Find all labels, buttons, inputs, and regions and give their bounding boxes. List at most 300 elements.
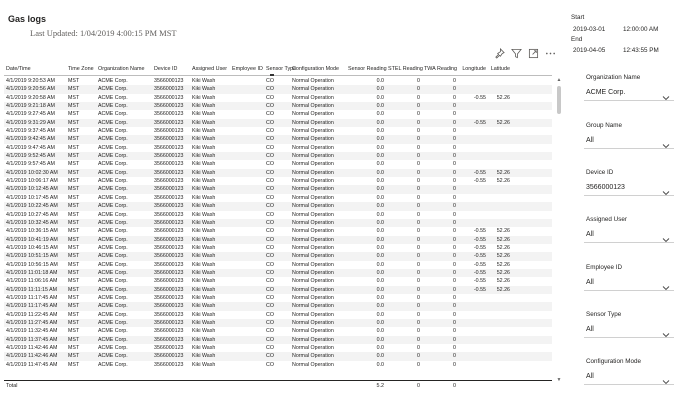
cell-employee <box>230 152 264 160</box>
column-header-reading[interactable]: Sensor Reading <box>348 66 387 72</box>
table-row[interactable] <box>4 119 552 127</box>
scroll-thumb[interactable] <box>557 86 561 114</box>
cell-lat: 52.26 <box>496 94 510 101</box>
cell-datetime: 4/1/2019 9:21:18 AM <box>6 103 55 110</box>
total-timezone <box>66 381 96 390</box>
cell-reading: 0.0 <box>376 219 384 226</box>
cell-org: ACME Corp. <box>98 103 128 110</box>
cell-config: Normal Operation <box>292 194 334 201</box>
cell-config: Normal Operation <box>292 311 334 318</box>
focus-mode-icon[interactable] <box>528 48 539 59</box>
table-row[interactable] <box>4 94 552 102</box>
cell-sensor: CO <box>266 253 274 260</box>
slicer-dropdown-assigned-user[interactable] <box>584 228 674 243</box>
cell-stel: 0 <box>417 253 420 260</box>
cell-lon: -0.55 <box>473 228 486 235</box>
column-header-stel[interactable]: STEL Reading <box>388 66 423 72</box>
table-row[interactable] <box>4 327 552 335</box>
cell-reading: 0.0 <box>376 294 384 301</box>
cell-stel: 0 <box>417 103 420 110</box>
cell-employee <box>230 169 264 177</box>
table-row[interactable] <box>4 244 552 252</box>
cell-datetime: 4/1/2019 9:42:45 AM <box>6 136 55 143</box>
cell-twa: 0 <box>453 203 456 210</box>
cell-timezone: MST <box>68 244 80 251</box>
cell-stel: 0 <box>417 236 420 243</box>
cell-twa: 0 <box>453 328 456 335</box>
slicer-label-employee-id: Employee ID <box>586 264 623 271</box>
table-row[interactable] <box>4 202 552 210</box>
cell-sensor: CO <box>266 353 274 360</box>
table-row[interactable] <box>4 144 552 152</box>
table-row[interactable] <box>4 294 552 302</box>
cell-lat: 52.26 <box>496 261 510 268</box>
table-row[interactable] <box>4 344 552 352</box>
cell-org: ACME Corp. <box>98 294 128 301</box>
cell-lon: -0.55 <box>473 236 486 243</box>
cell-stel: 0 <box>417 361 420 368</box>
slicer-label-assigned-user: Assigned User <box>586 216 627 223</box>
cell-sensor: CO <box>266 111 274 118</box>
cell-device: 3566000123 <box>154 169 184 176</box>
table-row[interactable] <box>4 361 552 369</box>
table-row[interactable] <box>4 236 552 244</box>
cell-lat <box>488 144 512 152</box>
cell-config: Normal Operation <box>292 78 334 84</box>
cell-sensor: CO <box>266 278 274 285</box>
cell-timezone: MST <box>68 219 80 226</box>
cell-lon <box>458 336 488 344</box>
cell-reading: 0.0 <box>376 78 384 84</box>
cell-twa: 0 <box>453 111 456 118</box>
scroll-down-icon[interactable]: ▼ <box>556 377 562 383</box>
cell-lat: 52.26 <box>496 269 510 276</box>
cell-lon: -0.55 <box>473 261 486 268</box>
cell-stel: 0 <box>417 244 420 251</box>
cell-sensor: CO <box>266 294 274 301</box>
slicer-dropdown-sensor-type[interactable] <box>584 323 674 338</box>
end-date-input[interactable]: 2019-04-05 <box>573 47 606 54</box>
cell-config: Normal Operation <box>292 103 334 110</box>
filter-icon[interactable] <box>511 48 522 59</box>
cell-twa: 0 <box>453 211 456 218</box>
cell-sensor: CO <box>266 119 274 126</box>
cell-lat <box>488 135 512 143</box>
column-header-timezone[interactable]: Time Zone <box>68 66 94 72</box>
cell-sensor: CO <box>266 86 274 93</box>
cell-twa: 0 <box>453 119 456 126</box>
cell-org: ACME Corp. <box>98 144 128 151</box>
cell-lon <box>458 110 488 118</box>
cell-twa: 0 <box>453 136 456 143</box>
cell-twa: 0 <box>453 144 456 151</box>
cell-employee <box>230 160 264 168</box>
cell-config: Normal Operation <box>292 286 334 293</box>
slicer-dropdown-employee-id[interactable] <box>584 276 674 291</box>
cell-sensor: CO <box>266 286 274 293</box>
cell-twa: 0 <box>453 244 456 251</box>
cell-user: Kiki Wash <box>192 361 216 368</box>
cell-timezone: MST <box>68 169 80 176</box>
cell-device: 3566000123 <box>154 211 184 218</box>
table-row[interactable] <box>4 252 552 260</box>
cell-user: Kiki Wash <box>192 219 216 226</box>
cell-employee <box>230 211 264 219</box>
cell-lat <box>488 194 512 202</box>
table-row[interactable] <box>4 85 552 93</box>
cell-config: Normal Operation <box>292 353 334 360</box>
cell-user: Kiki Wash <box>192 169 216 176</box>
chevron-down-icon[interactable] <box>662 279 670 287</box>
cell-sensor: CO <box>266 261 274 268</box>
cell-lon <box>458 160 488 168</box>
column-header-org[interactable]: Organization Name <box>98 66 145 72</box>
column-header-twa[interactable]: TWA Reading <box>424 66 458 72</box>
table-row[interactable] <box>4 177 552 185</box>
table-row[interactable] <box>4 160 552 168</box>
cell-timezone: MST <box>68 136 80 143</box>
table-row[interactable] <box>4 211 552 219</box>
cell-timezone: MST <box>68 111 80 118</box>
chevron-down-icon[interactable] <box>662 137 670 145</box>
table-row[interactable] <box>4 127 552 135</box>
cell-twa: 0 <box>453 219 456 226</box>
cell-datetime: 4/1/2019 11:06:16 AM <box>6 278 58 285</box>
cell-twa: 0 <box>453 128 456 135</box>
cell-twa: 0 <box>453 78 456 84</box>
cell-lon: -0.55 <box>473 286 486 293</box>
cell-reading: 0.0 <box>376 269 384 276</box>
cell-sensor: CO <box>266 103 274 110</box>
cell-reading: 0.0 <box>376 319 384 326</box>
cell-config: Normal Operation <box>292 244 334 251</box>
cell-sensor: CO <box>266 186 274 193</box>
chevron-down-icon[interactable] <box>662 89 670 97</box>
cell-timezone: MST <box>68 261 80 268</box>
cell-org: ACME Corp. <box>98 353 128 360</box>
cell-device: 3566000123 <box>154 353 184 360</box>
cell-config: Normal Operation <box>292 319 334 326</box>
cell-sensor: CO <box>266 153 274 160</box>
cell-timezone: MST <box>68 294 80 301</box>
cell-device: 3566000123 <box>154 261 184 268</box>
chevron-down-icon[interactable] <box>662 184 670 192</box>
cell-org: ACME Corp. <box>98 303 128 310</box>
cell-lat <box>488 302 512 310</box>
cell-user: Kiki Wash <box>192 319 216 326</box>
cell-sensor: CO <box>266 219 274 226</box>
chevron-down-icon[interactable] <box>662 326 670 334</box>
cell-lat: 52.26 <box>496 236 510 243</box>
cell-sensor: CO <box>266 328 274 335</box>
cell-org: ACME Corp. <box>98 336 128 343</box>
cell-stel: 0 <box>417 319 420 326</box>
cell-user: Kiki Wash <box>192 194 216 201</box>
cell-config: Normal Operation <box>292 128 334 135</box>
total-device <box>152 381 190 390</box>
cell-lon <box>458 77 488 85</box>
table-row[interactable] <box>4 336 552 344</box>
cell-employee <box>230 110 264 118</box>
cell-twa: 0 <box>453 345 456 351</box>
cell-device: 3566000123 <box>154 286 184 293</box>
chevron-down-icon[interactable] <box>662 231 670 239</box>
cell-datetime: 4/1/2019 10:17:45 AM <box>6 194 58 201</box>
cell-datetime: 4/1/2019 11:17:45 AM <box>6 294 58 301</box>
cell-employee <box>230 294 264 302</box>
table-row[interactable] <box>4 302 552 310</box>
slicer-value: ACME Corp. <box>586 89 626 96</box>
cell-timezone: MST <box>68 186 80 193</box>
cell-device: 3566000123 <box>154 161 184 168</box>
cell-sensor: CO <box>266 228 274 235</box>
cell-twa: 0 <box>453 186 456 193</box>
cell-datetime: 4/1/2019 11:22:45 AM <box>6 311 58 318</box>
cell-device: 3566000123 <box>154 103 184 110</box>
cell-employee <box>230 135 264 143</box>
cell-datetime: 4/1/2019 11:01:18 AM <box>6 269 58 276</box>
column-header-lat[interactable]: Latitude <box>490 66 510 72</box>
cell-device: 3566000123 <box>154 228 184 235</box>
cell-config: Normal Operation <box>292 269 334 276</box>
table-row[interactable] <box>4 277 552 285</box>
cell-reading: 0.0 <box>376 211 384 218</box>
cell-user: Kiki Wash <box>192 136 216 143</box>
cell-stel: 0 <box>417 345 420 351</box>
cell-user: Kiki Wash <box>192 353 216 360</box>
cell-datetime: 4/1/2019 10:22:45 AM <box>6 203 58 210</box>
column-header-device[interactable]: Device ID <box>154 66 178 72</box>
table-row[interactable] <box>4 311 552 319</box>
cell-device: 3566000123 <box>154 361 184 368</box>
slicer-dropdown-device-id[interactable] <box>584 181 674 196</box>
cell-sensor: CO <box>266 203 274 210</box>
cell-twa: 0 <box>453 169 456 176</box>
cell-sensor: CO <box>266 144 274 151</box>
table-row[interactable] <box>4 110 552 118</box>
cell-device: 3566000123 <box>154 269 184 276</box>
slicer-value: All <box>586 326 594 333</box>
table-row[interactable] <box>4 135 552 143</box>
cell-employee <box>230 219 264 227</box>
total-org <box>96 381 152 390</box>
cell-reading: 0.0 <box>376 169 384 176</box>
column-header-lon[interactable]: Longitude <box>462 66 486 72</box>
column-header-sensor[interactable]: Sensor Type <box>264 62 290 75</box>
cell-lon <box>458 319 488 327</box>
cell-org: ACME Corp. <box>98 136 128 143</box>
cell-employee <box>230 177 264 185</box>
cell-timezone: MST <box>68 103 80 110</box>
cell-device: 3566000123 <box>154 144 184 151</box>
cell-org: ACME Corp. <box>98 194 128 201</box>
table-row[interactable] <box>4 269 552 277</box>
cell-device: 3566000123 <box>154 203 184 210</box>
cell-datetime: 4/1/2019 10:12:45 AM <box>6 186 58 193</box>
cell-device: 3566000123 <box>154 78 184 84</box>
cell-sensor: CO <box>266 169 274 176</box>
cell-twa: 0 <box>453 94 456 101</box>
cell-config: Normal Operation <box>292 203 334 210</box>
cell-org: ACME Corp. <box>98 161 128 168</box>
cell-twa: 0 <box>453 336 456 343</box>
cell-stel: 0 <box>417 336 420 343</box>
cell-device: 3566000123 <box>154 253 184 260</box>
cell-timezone: MST <box>68 336 80 343</box>
cell-timezone: MST <box>68 211 80 218</box>
cell-config: Normal Operation <box>292 161 334 168</box>
cell-reading: 0.0 <box>376 328 384 335</box>
total-stel: 0 <box>417 383 420 389</box>
cell-timezone: MST <box>68 328 80 335</box>
cell-timezone: MST <box>68 203 80 210</box>
start-time-input[interactable]: 12:00:00 AM <box>623 26 659 33</box>
cell-twa: 0 <box>453 153 456 160</box>
cell-timezone: MST <box>68 253 80 260</box>
cell-config: Normal Operation <box>292 178 334 185</box>
cell-user: Kiki Wash <box>192 286 216 293</box>
cell-user: Kiki Wash <box>192 278 216 285</box>
cell-config: Normal Operation <box>292 261 334 268</box>
column-header-datetime[interactable]: Date/Time <box>6 66 31 72</box>
table-row[interactable] <box>4 152 552 160</box>
cell-org: ACME Corp. <box>98 236 128 243</box>
cell-twa: 0 <box>453 178 456 185</box>
column-header-config[interactable]: Configuration Mode <box>292 66 340 72</box>
cell-datetime: 4/1/2019 9:47:45 AM <box>6 144 55 151</box>
cell-lon <box>458 352 488 360</box>
cell-config: Normal Operation <box>292 228 334 235</box>
table-scrollbar[interactable] <box>556 77 562 383</box>
chevron-down-icon[interactable] <box>662 373 670 381</box>
cell-timezone: MST <box>68 161 80 168</box>
cell-stel: 0 <box>417 203 420 210</box>
cell-config: Normal Operation <box>292 136 334 143</box>
cell-org: ACME Corp. <box>98 345 128 351</box>
cell-lat <box>488 152 512 160</box>
slicer-dropdown-organization-name[interactable] <box>584 86 674 101</box>
end-time-input[interactable]: 12:43:55 PM <box>623 47 659 54</box>
cell-org: ACME Corp. <box>98 319 128 326</box>
cell-reading: 0.0 <box>376 336 384 343</box>
cell-lon: -0.55 <box>473 119 486 126</box>
cell-timezone: MST <box>68 178 80 185</box>
cell-stel: 0 <box>417 278 420 285</box>
table-row[interactable] <box>4 219 552 227</box>
table-row[interactable] <box>4 169 552 177</box>
gas-logs-table <box>4 62 560 394</box>
cell-org: ACME Corp. <box>98 86 128 93</box>
cell-timezone: MST <box>68 278 80 285</box>
cell-user: Kiki Wash <box>192 253 216 260</box>
cell-user: Kiki Wash <box>192 86 216 93</box>
cell-org: ACME Corp. <box>98 328 128 335</box>
cell-lat <box>488 102 512 110</box>
cell-config: Normal Operation <box>292 169 334 176</box>
cell-sensor: CO <box>266 236 274 243</box>
cell-lon <box>458 294 488 302</box>
table-row[interactable] <box>4 227 552 235</box>
cell-timezone: MST <box>68 319 80 326</box>
table-row[interactable] <box>4 77 552 85</box>
cell-org: ACME Corp. <box>98 211 128 218</box>
table-row[interactable] <box>4 194 552 202</box>
cell-sensor: CO <box>266 336 274 343</box>
slicer-value: All <box>586 279 594 286</box>
cell-stel: 0 <box>417 111 420 118</box>
cell-config: Normal Operation <box>292 303 334 310</box>
cell-reading: 0.0 <box>376 228 384 235</box>
start-date-input[interactable]: 2019-03-01 <box>573 26 606 33</box>
cell-sensor: CO <box>266 78 274 84</box>
cell-user: Kiki Wash <box>192 178 216 185</box>
table-row[interactable] <box>4 319 552 327</box>
cell-reading: 0.0 <box>376 103 384 110</box>
cell-org: ACME Corp. <box>98 286 128 293</box>
cell-lat: 52.26 <box>496 244 510 251</box>
cell-reading: 0.0 <box>376 144 384 151</box>
slicer-dropdown-configuration-mode[interactable] <box>584 370 674 385</box>
cell-lat: 52.26 <box>496 286 510 293</box>
cell-config: Normal Operation <box>292 236 334 243</box>
cell-stel: 0 <box>417 94 420 101</box>
cell-timezone: MST <box>68 144 80 151</box>
scroll-up-icon[interactable]: ▲ <box>556 77 562 83</box>
column-header-employee[interactable]: Employee ID <box>232 66 263 72</box>
table-row[interactable] <box>4 286 552 294</box>
cell-user: Kiki Wash <box>192 303 216 310</box>
more-options-icon[interactable] <box>545 48 556 59</box>
cell-datetime: 4/1/2019 11:32:45 AM <box>6 328 58 335</box>
total-lat <box>488 381 512 390</box>
cell-org: ACME Corp. <box>98 153 128 160</box>
cell-twa: 0 <box>453 286 456 293</box>
cell-stel: 0 <box>417 161 420 168</box>
table-row[interactable] <box>4 185 552 193</box>
cell-twa: 0 <box>453 103 456 110</box>
cell-org: ACME Corp. <box>98 119 128 126</box>
cell-sensor: CO <box>266 194 274 201</box>
slicer-dropdown-group-name[interactable] <box>584 134 674 149</box>
cell-datetime: 4/1/2019 9:20:53 AM <box>6 78 55 84</box>
cell-lon: -0.55 <box>473 244 486 251</box>
table-row[interactable] <box>4 261 552 269</box>
cell-reading: 0.0 <box>376 236 384 243</box>
cell-lon <box>458 127 488 135</box>
column-header-user[interactable]: Assigned User <box>192 66 228 72</box>
cell-lon <box>458 311 488 319</box>
cell-stel: 0 <box>417 169 420 176</box>
slicer-label-device-id: Device ID <box>586 169 614 176</box>
cell-stel: 0 <box>417 228 420 235</box>
cell-user: Kiki Wash <box>192 111 216 118</box>
cell-reading: 0.0 <box>376 261 384 268</box>
cell-reading: 0.0 <box>376 345 384 351</box>
cell-device: 3566000123 <box>154 345 184 351</box>
cell-employee <box>230 227 264 235</box>
cell-reading: 0.0 <box>376 244 384 251</box>
table-row[interactable] <box>4 102 552 110</box>
pin-icon[interactable] <box>494 48 505 59</box>
cell-employee <box>230 361 264 369</box>
last-updated-text: Last Updated: 1/04/2019 4:00:15 PM MST <box>30 28 177 38</box>
total-employee <box>230 381 264 390</box>
cell-reading: 0.0 <box>376 178 384 185</box>
table-row[interactable] <box>4 352 552 360</box>
cell-user: Kiki Wash <box>192 336 216 343</box>
cell-reading: 0.0 <box>376 153 384 160</box>
cell-lat <box>488 77 512 85</box>
